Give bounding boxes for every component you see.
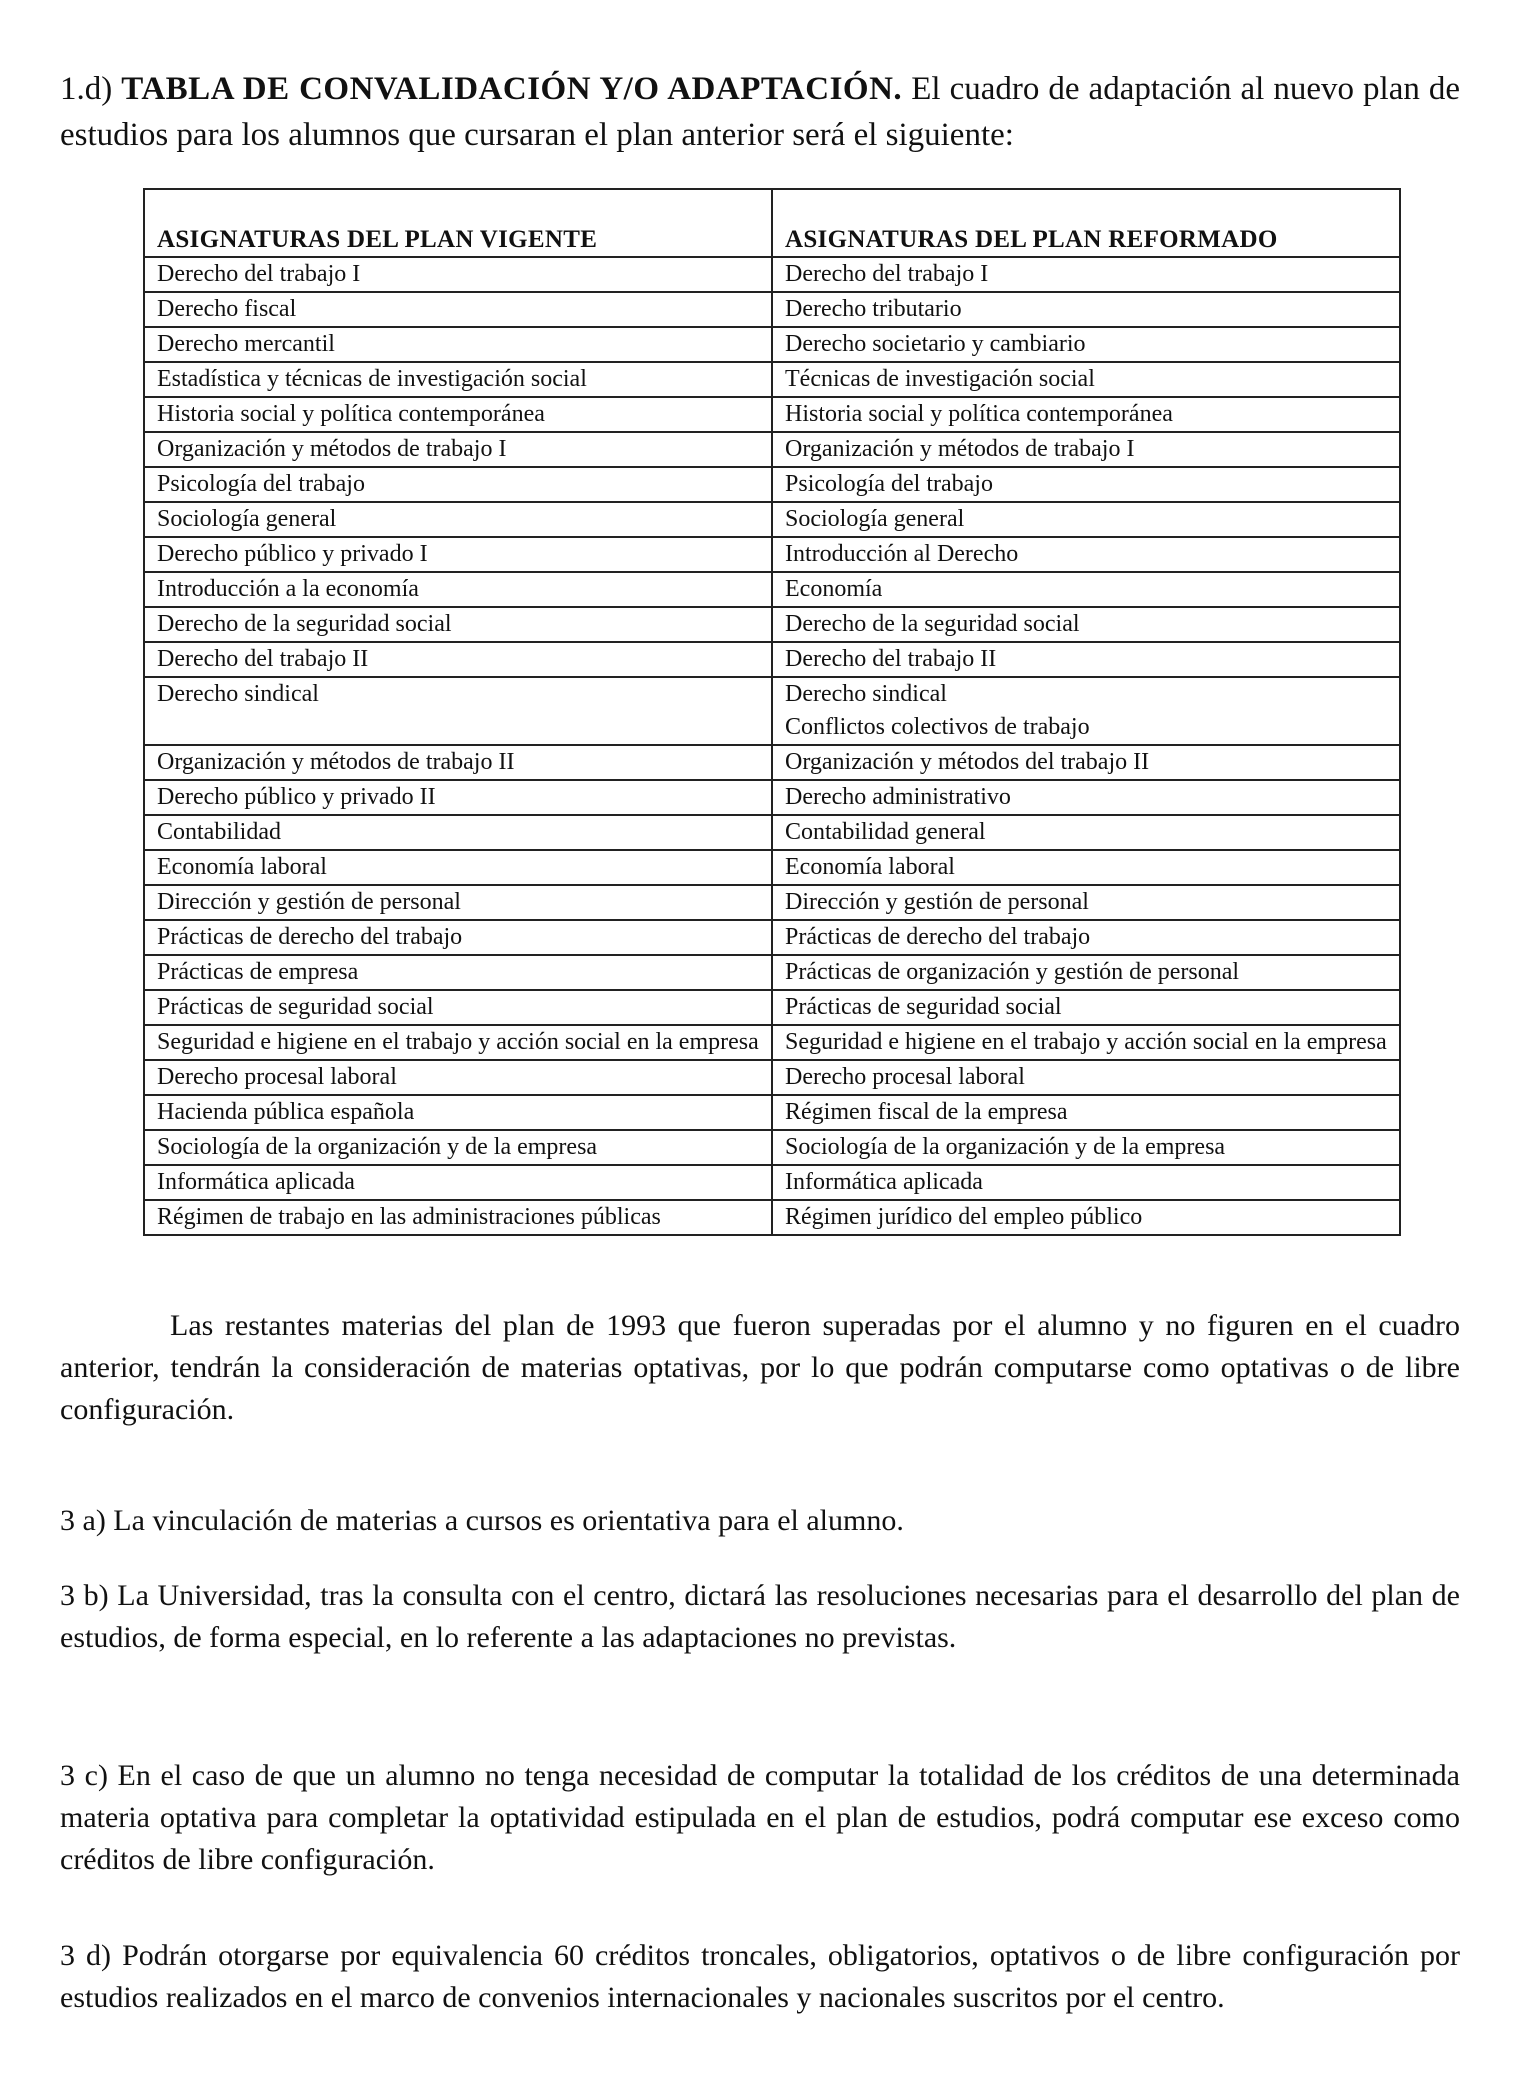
cell-plan-reformado: Derecho de la seguridad social: [772, 607, 1400, 642]
cell-plan-vigente: Hacienda pública española: [144, 1095, 772, 1130]
cell-plan-reformado: Historia social y política contemporánea: [772, 397, 1400, 432]
cell-plan-reformado: [772, 677, 1400, 745]
paragraph-3c: 3 c) En el caso de que un alumno no tenga necesidad de computar la totalidad de los créditos de una determinada materia optativa para completar la optatividad estipulada en el plan de estudios, podrá computar ese exceso como créditos de libre configuración.: [60, 1759, 1460, 1876]
cell-plan-vigente: Régimen de trabajo en las administraciones públicas: [144, 1200, 772, 1235]
table-row: [144, 850, 1400, 885]
adaptation-table: [143, 188, 1401, 1236]
cell-line: Derecho sindical: [785, 681, 947, 707]
paragraph-3d: 3 d) Podrán otorgarse por equivalencia 60 créditos troncales, obligatorios, optativos o de libre configuración por estudios realizados en el marco de convenios internacionales y nacionales suscritos por el centro.: [60, 1939, 1460, 2014]
table-row: [144, 885, 1400, 920]
table-row: [144, 432, 1400, 467]
cell-plan-reformado: Psicología del trabajo: [772, 467, 1400, 502]
cell-plan-vigente: Prácticas de seguridad social: [144, 990, 772, 1025]
cell-plan-reformado: Organización y métodos del trabajo II: [772, 745, 1400, 780]
section-heading: [60, 66, 1460, 158]
table-row: [144, 745, 1400, 780]
section-number: 1.d): [60, 71, 113, 107]
cell-plan-vigente: Derecho fiscal: [144, 292, 772, 327]
paragraph-3a: 3 a) La vinculación de materias a cursos es orientativa para el alumno.: [60, 1504, 904, 1537]
cell-plan-vigente: Informática aplicada: [144, 1165, 772, 1200]
table-row: [144, 1165, 1400, 1200]
cell-plan-reformado: Régimen fiscal de la empresa: [772, 1095, 1400, 1130]
table-header-row: [144, 189, 1400, 257]
cell-plan-vigente: Derecho del trabajo I: [144, 257, 772, 292]
cell-plan-vigente: Seguridad e higiene en el trabajo y acción social en la empresa: [144, 1025, 772, 1060]
cell-plan-vigente: Sociología general: [144, 502, 772, 537]
cell-plan-vigente: Organización y métodos de trabajo II: [144, 745, 772, 780]
cell-plan-reformado: Introducción al Derecho: [772, 537, 1400, 572]
cell-plan-reformado: Derecho administrativo: [772, 780, 1400, 815]
cell-plan-vigente: Derecho del trabajo II: [144, 642, 772, 677]
cell-plan-reformado: Derecho del trabajo II: [772, 642, 1400, 677]
cell-plan-vigente: Derecho público y privado II: [144, 780, 772, 815]
cell-plan-vigente: Derecho mercantil: [144, 327, 772, 362]
cell-plan-reformado: Organización y métodos de trabajo I: [772, 432, 1400, 467]
cell-plan-vigente: Sociología de la organización y de la empresa: [144, 1130, 772, 1165]
table-row: [144, 467, 1400, 502]
table-row: [144, 502, 1400, 537]
cell-plan-reformado: Contabilidad general: [772, 815, 1400, 850]
table-row: [144, 1200, 1400, 1235]
section-title: TABLA DE CONVALIDACIÓN Y/O ADAPTACIÓN.: [121, 71, 903, 107]
cell-plan-vigente: Historia social y política contemporánea: [144, 397, 772, 432]
table-body: [144, 257, 1400, 1235]
table-row: [144, 397, 1400, 432]
cell-plan-vigente: Organización y métodos de trabajo I: [144, 432, 772, 467]
cell-plan-reformado: Economía laboral: [772, 850, 1400, 885]
table-row: [144, 607, 1400, 642]
table-row: [144, 1060, 1400, 1095]
cell-plan-reformado: Dirección y gestión de personal: [772, 885, 1400, 920]
paragraph-restantes: Las restantes materias del plan de 1993 que fueron superadas por el alumno y no figuren en el cuadro anterior, tendrán la consideración de materias optativas, por lo que podrán computarse como optativas o de libre configuración.: [60, 1309, 1460, 1426]
cell-plan-vigente: Derecho público y privado I: [144, 537, 772, 572]
cell-plan-reformado: Sociología general: [772, 502, 1400, 537]
cell-plan-reformado: Prácticas de seguridad social: [772, 990, 1400, 1025]
table-row: [144, 572, 1400, 607]
cell-plan-reformado: Derecho procesal laboral: [772, 1060, 1400, 1095]
cell-plan-reformado: Derecho del trabajo I: [772, 257, 1400, 292]
paragraph-3b: 3 b) La Universidad, tras la consulta con el centro, dictará las resoluciones necesarias para el desarrollo del plan de estudios, de forma especial, en lo referente a las adaptaciones no previstas.: [60, 1579, 1460, 1654]
cell-plan-vigente: Derecho de la seguridad social: [144, 607, 772, 642]
cell-plan-reformado: Prácticas de derecho del trabajo: [772, 920, 1400, 955]
cell-plan-reformado: Seguridad e higiene en el trabajo y acción social en la empresa: [772, 1025, 1400, 1060]
table-row: [144, 955, 1400, 990]
table-row: [144, 257, 1400, 292]
table-row: [144, 327, 1400, 362]
header-plan-vigente: ASIGNATURAS DEL PLAN VIGENTE: [144, 189, 772, 257]
table-row: [144, 642, 1400, 677]
cell-plan-reformado: Informática aplicada: [772, 1165, 1400, 1200]
cell-plan-reformado: Régimen jurídico del empleo público: [772, 1200, 1400, 1235]
table-row: [144, 920, 1400, 955]
table-row: [144, 362, 1400, 397]
cell-plan-vigente: Prácticas de empresa: [144, 955, 772, 990]
cell-plan-reformado: Derecho tributario: [772, 292, 1400, 327]
cell-plan-vigente: Derecho sindical: [144, 677, 772, 745]
table-row: [144, 815, 1400, 850]
cell-plan-vigente: Prácticas de derecho del trabajo: [144, 920, 772, 955]
cell-plan-vigente: Dirección y gestión de personal: [144, 885, 772, 920]
table-row: [144, 677, 1400, 745]
table-row: [144, 990, 1400, 1025]
table-row: [144, 292, 1400, 327]
cell-plan-vigente: Economía laboral: [144, 850, 772, 885]
cell-plan-vigente: Psicología del trabajo: [144, 467, 772, 502]
cell-line: Conflictos colectivos de trabajo: [785, 714, 1090, 740]
cell-plan-reformado: Prácticas de organización y gestión de personal: [772, 955, 1400, 990]
header-plan-reformado: ASIGNATURAS DEL PLAN REFORMADO: [772, 189, 1400, 257]
cell-plan-reformado: Técnicas de investigación social: [772, 362, 1400, 397]
cell-plan-vigente: Introducción a la economía: [144, 572, 772, 607]
table-row: [144, 537, 1400, 572]
cell-plan-vigente: Derecho procesal laboral: [144, 1060, 772, 1095]
adaptation-table-wrapper: [143, 188, 1399, 1236]
table-row: [144, 1095, 1400, 1130]
table-row: [144, 1025, 1400, 1060]
cell-plan-reformado: Economía: [772, 572, 1400, 607]
cell-plan-vigente: Contabilidad: [144, 815, 772, 850]
table-row: [144, 780, 1400, 815]
cell-plan-reformado: Sociología de la organización y de la empresa: [772, 1130, 1400, 1165]
cell-plan-vigente: Estadística y técnicas de investigación social: [144, 362, 772, 397]
section-intro: El cuadro de adaptación al nuevo plan de estudios para los alumnos que cursaran el plan anterior será el siguiente:: [60, 71, 1461, 153]
table-row: [144, 1130, 1400, 1165]
cell-plan-reformado: Derecho societario y cambiario: [772, 327, 1400, 362]
